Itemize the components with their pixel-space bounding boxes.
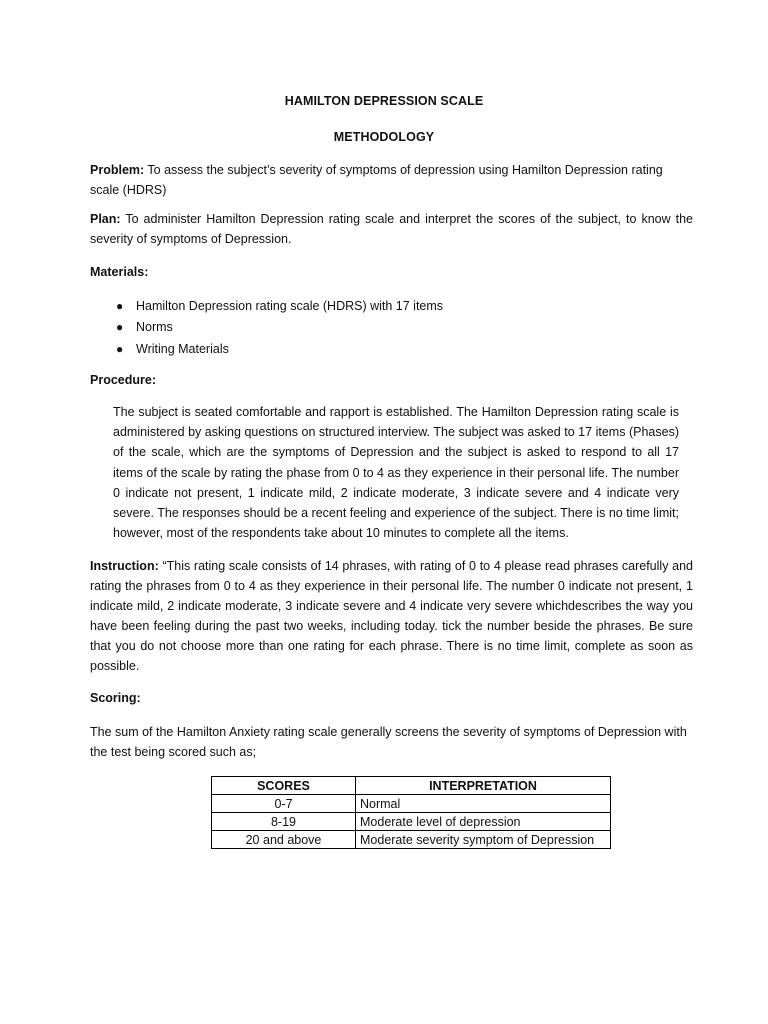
table-row: [212, 795, 611, 813]
document-subtitle: METHODOLOGY: [333, 130, 435, 144]
problem-paragraph: [90, 160, 693, 200]
scoring-heading: Scoring:: [90, 691, 141, 705]
table-header-row: [212, 777, 611, 795]
list-item: ● Writing Materials: [90, 339, 590, 360]
scoring-text: The sum of the Hamilton Anxiety rating scale generally screens the severity of symptoms of Depression with the test being scored such as;: [90, 725, 687, 759]
instruction-text: “This rating scale consists of 14 phrases, with rating of 0 to 4 please read phrases carefully and rating the phrases from 0 to 4 as they experience in their personal life. The number 0 indicate not present, 1 indicate mild, 2 indicate moderate, 3 indicate severe and 4 indicate very severe whichdescribes the way you have been feeling during the past two weeks, including today. tick the number beside the phrases. Be sure that you do not choose more than one rating for each phrase. There is no time limit, complete as soon as possible.: [90, 559, 693, 673]
document-title: HAMILTON DEPRESSION SCALE: [284, 94, 484, 108]
interpretation-cell: Moderate severity symptom of Depression: [356, 831, 611, 849]
problem-label: Problem:: [90, 163, 145, 177]
interpretation-cell: Moderate level of depression: [356, 813, 611, 831]
table-row: [212, 831, 611, 849]
list-item: ● Norms: [90, 317, 590, 338]
bullet-icon: ●: [116, 299, 124, 313]
interpretation-column-header: INTERPRETATION: [356, 777, 611, 795]
table-row: [212, 813, 611, 831]
materials-list: [90, 296, 590, 360]
procedure-heading: Procedure:: [90, 373, 156, 387]
materials-heading: Materials:: [90, 265, 149, 279]
plan-label: Plan:: [90, 212, 121, 226]
instruction-paragraph: [90, 556, 693, 676]
score-cell: 20 and above: [212, 831, 356, 849]
interpretation-cell: Normal: [356, 795, 611, 813]
instruction-label: Instruction:: [90, 559, 159, 573]
score-cell: 0-7: [212, 795, 356, 813]
scores-table: [211, 776, 611, 849]
score-cell: 8-19: [212, 813, 356, 831]
plan-paragraph: [90, 209, 693, 249]
bullet-icon: ●: [116, 341, 124, 356]
list-item: ● Hamilton Depression rating scale (HDRS) with 17 items: [90, 296, 590, 317]
bullet-icon: ●: [116, 320, 124, 335]
procedure-text: The subject is seated comfortable and rapport is established. The Hamilton Depression rating scale is administered by asking questions on structured interview. The subject was asked to 17 items (Phases) of the scale, which are the symptoms of Depression and the subject is asked to respond to all 17 items of the scale by rating the phase from 0 to 4 as they experience in their personal life. The number 0 indicate not present, 1 indicate mild, 2 indicate moderate, 3 indicate severe and 4 indicate very severe. The responses should be a recent feeling and experience of the subject. There is no time limit; however, most of the respondents take about 10 minutes to complete all the items.: [113, 405, 679, 541]
problem-text: To assess the subject’s severity of symptoms of depression using Hamilton Depression rating scale (HDRS): [90, 163, 663, 197]
plan-text: To administer Hamilton Depression rating scale and interpret the scores of the subject, to know the severity of symptoms of Depression.: [90, 212, 693, 246]
scores-column-header: SCORES: [212, 777, 356, 795]
